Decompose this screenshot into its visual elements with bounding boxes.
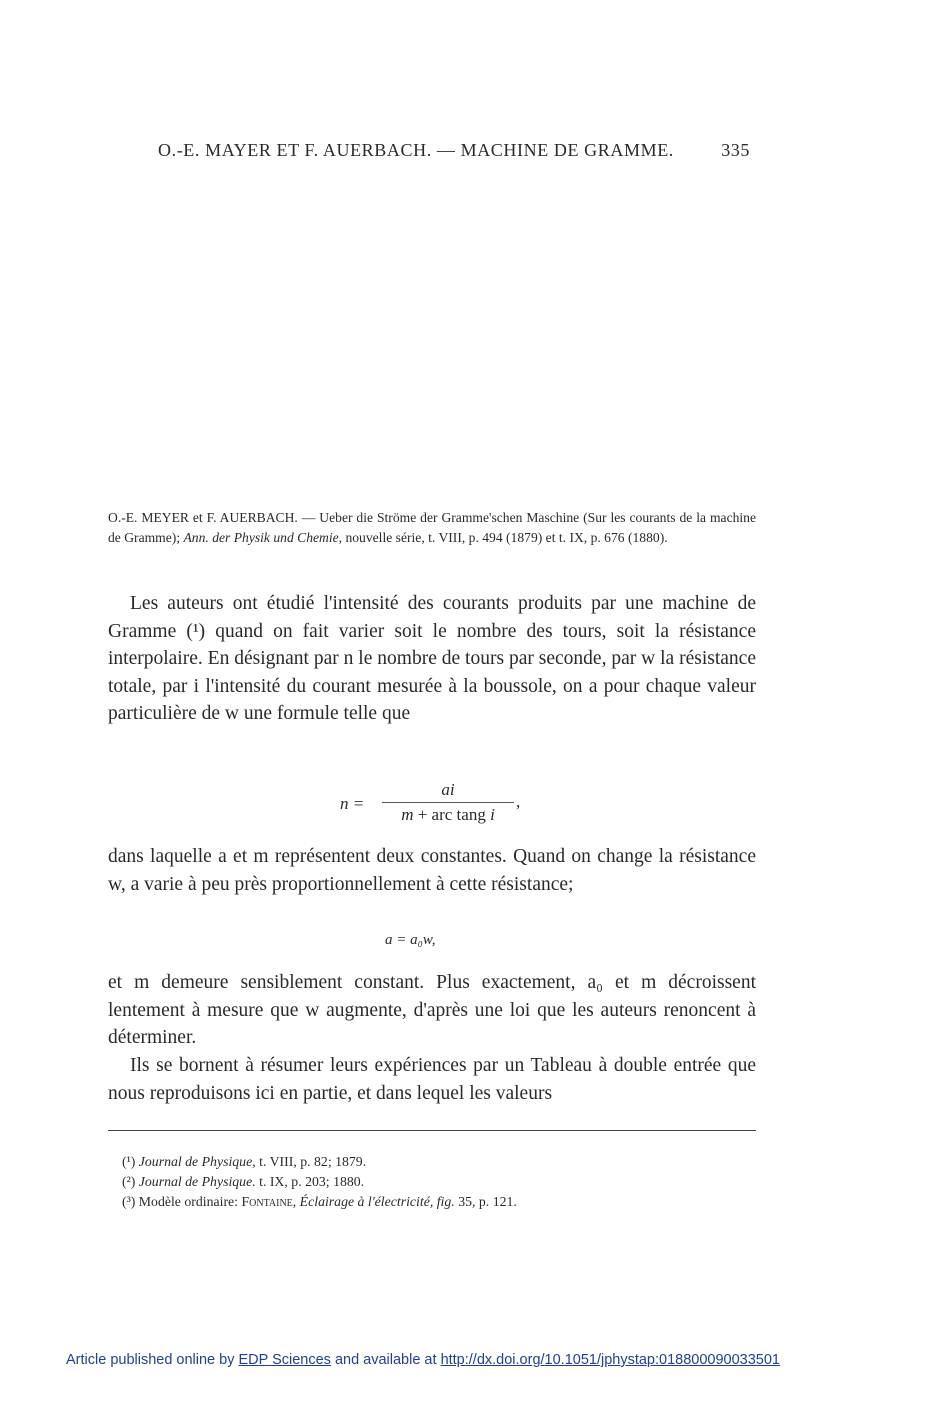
paragraph-text: Ils se bornent à résumer leurs expériences par un Tableau à double entrée que nous reproduisons ici en partie, et dans lequel les valeurs: [108, 1055, 756, 1104]
reference-details: nouvelle série, t. VIII, p. 494 (1879) et t. IX, p. 676 (1880).: [342, 530, 668, 545]
body-paragraph-4: [108, 1052, 756, 1107]
body-paragraph-1: [108, 590, 756, 728]
footnote-mark: (¹): [122, 1154, 139, 1169]
paragraph-text: dans laquelle a et m représentent deux constantes. Quand on change la résistance w, a varie à peu près proportionnellement à cette résistance;: [108, 846, 756, 895]
footnote-author: Fontaine,: [241, 1194, 297, 1209]
formula-numerator: ai: [441, 780, 455, 799]
footnote-text: Modèle ordinaire:: [138, 1194, 242, 1209]
banner-middle: and available at: [330, 1352, 441, 1368]
footnote-journal: Journal de Physique.: [138, 1174, 256, 1189]
reference-journal: Ann. der Physik und Chemie,: [183, 530, 343, 545]
formula-fraction: [382, 780, 514, 825]
body-paragraph-2: [108, 843, 756, 898]
formula-comma: ,: [516, 792, 521, 811]
publisher-banner: [66, 1352, 866, 1368]
denominator-i: i: [490, 805, 495, 824]
paragraph-text: et m demeure sensiblement constant. Plus exactement, a₀ et m décroissent lentement à mesure que w augmente, d'après une loi que les auteurs renoncent à déterminer.: [108, 972, 756, 1048]
footnote-mark: (²): [122, 1174, 139, 1189]
formula-denominator: [382, 805, 514, 825]
publisher-link[interactable]: EDP Sciences: [238, 1352, 331, 1368]
reference-authors: O.-E. MEYER et F. AUERBACH.: [108, 510, 298, 525]
reference-block: [108, 508, 756, 548]
running-title: O.-E. MAYER ET F. AUERBACH. — MACHINE DE GRAMME.: [158, 140, 674, 160]
body-paragraph-3: [108, 969, 756, 1052]
reference-french-title: (Sur les courants de la machine de Gramme);: [108, 510, 757, 545]
page-number: 335: [721, 140, 750, 160]
running-head: [108, 140, 758, 166]
formula-lhs: n =: [340, 794, 365, 813]
footnote-work: Éclairage à l'électricité, fig.: [296, 1194, 455, 1209]
footnote-text: 35, p. 121.: [454, 1194, 517, 1209]
denominator-rest: + arc tang: [413, 805, 491, 824]
reference-dash: —: [297, 510, 320, 525]
footnote-1: [122, 1152, 722, 1172]
formula-a: a = a₀w,: [385, 932, 436, 948]
footnotes: [122, 1152, 722, 1212]
footnote-journal: Journal de Physique,: [138, 1154, 256, 1169]
paragraph-text: Les auteurs ont étudié l'intensité des courants produits par une machine de Gramme (¹) quand on fait varier soit le nombre des tours, soit la résistance interpolaire. En désignant par n le nombre de tours par seconde, par w la résistance totale, par i l'intensité du courant mesurée à la boussole, on a pour chaque valeur particulière de w une formule telle que: [108, 593, 756, 724]
denominator-m: m: [401, 805, 414, 824]
footnote-rule: [108, 1130, 756, 1131]
fraction-bar: [382, 802, 514, 803]
footnote-2: [122, 1172, 722, 1192]
footnote-text: t. VIII, p. 82; 1879.: [255, 1154, 367, 1169]
banner-prefix: Article published online by: [66, 1352, 239, 1368]
doi-link[interactable]: http://dx.doi.org/10.1051/jphystap:018800090033501: [440, 1352, 780, 1368]
footnote-text: t. IX, p. 203; 1880.: [255, 1174, 365, 1189]
footnote-3: [122, 1192, 722, 1212]
formula-n: [340, 780, 540, 826]
footnote-mark: (³): [122, 1194, 139, 1209]
reference-original-title: Ueber die Ströme der Gramme'schen Maschine: [319, 510, 580, 525]
